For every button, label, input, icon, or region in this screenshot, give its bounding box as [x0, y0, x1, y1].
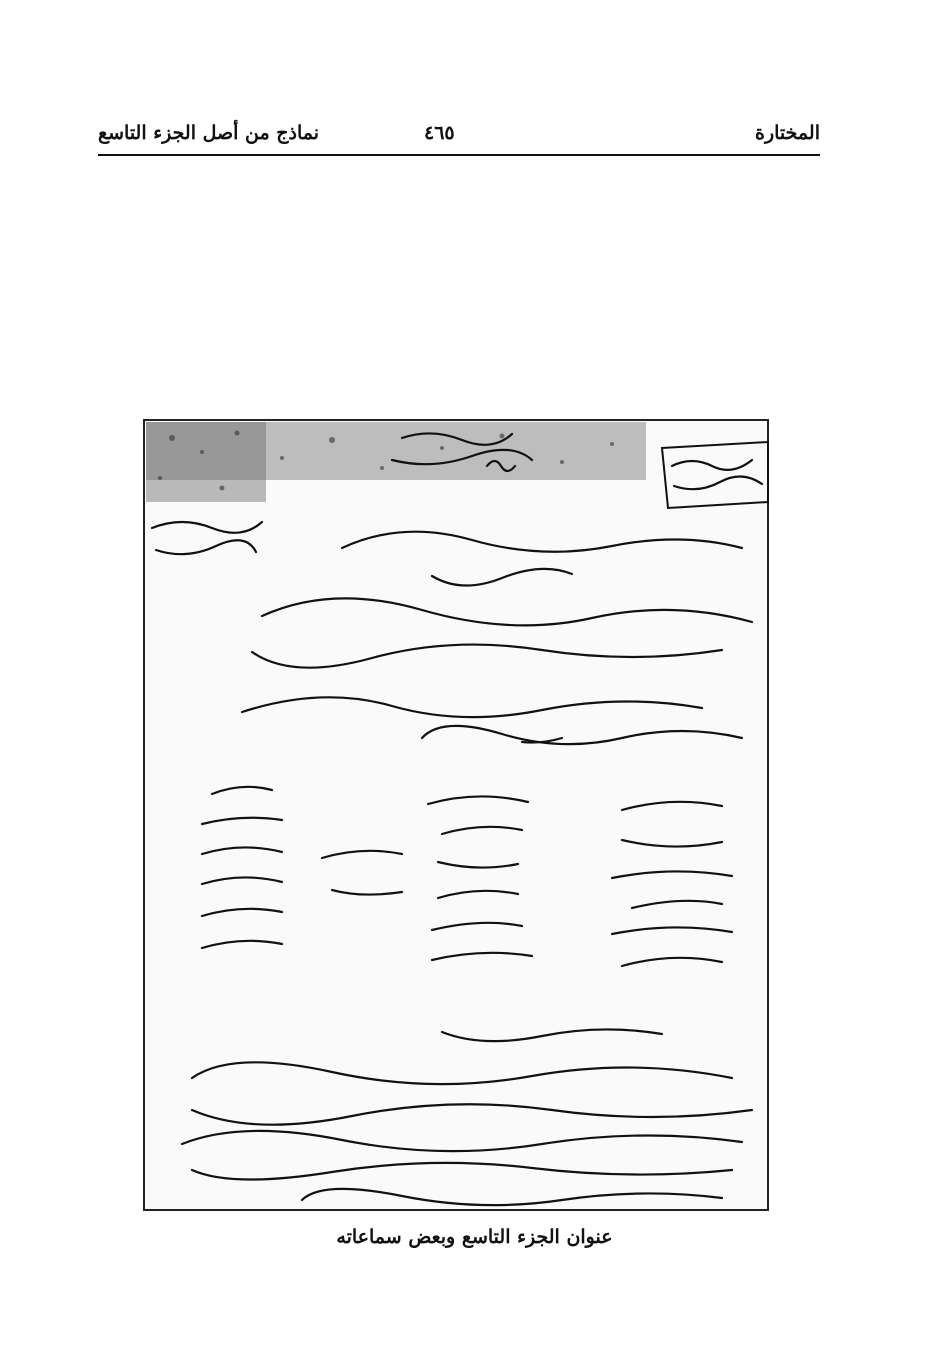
manuscript-image — [142, 418, 782, 1218]
header-rule — [98, 154, 820, 156]
section-title: نماذج من أصل الجزء التاسع — [98, 122, 320, 144]
page-number: ٤٦٥ — [424, 122, 455, 144]
figure-caption: عنوان الجزء التاسع وبعض سماعاته — [336, 1226, 613, 1248]
book-title: المختارة — [755, 122, 820, 144]
manuscript-scan — [142, 418, 782, 1218]
running-header — [98, 118, 820, 158]
